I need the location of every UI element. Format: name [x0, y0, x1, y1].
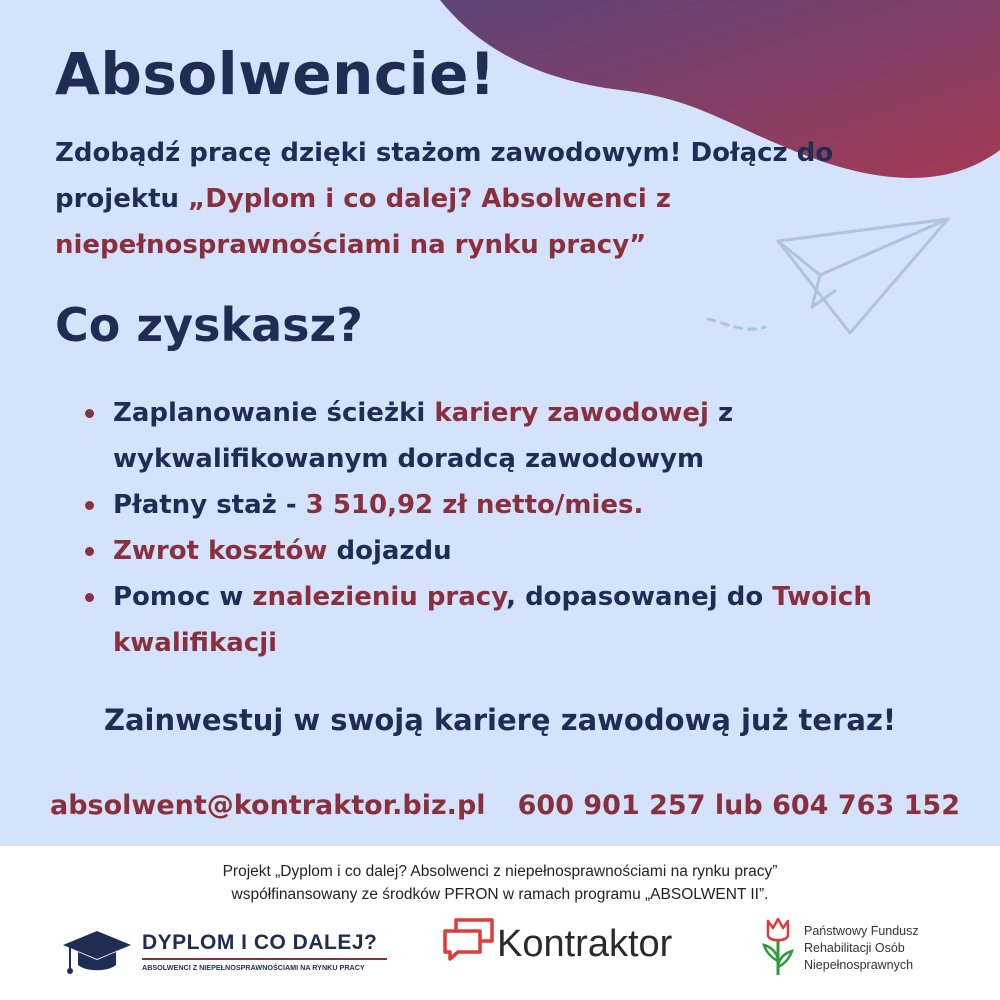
- pfron-line: Rehabilitacji Osób: [804, 941, 905, 955]
- funding-note: [0, 860, 1000, 906]
- benefit-highlight: kariery zawodowej: [434, 398, 709, 428]
- dyplom-logo-subtitle: ABSOLWENCI Z NIEPEŁNOSPRAWNOŚCIAMI NA RYNKU PRACY: [142, 963, 365, 972]
- intro-text: [55, 130, 875, 268]
- benefit-text: , dopasowanej do: [506, 582, 773, 612]
- dyplom-logo-title: DYPLOM I CO DALEJ?: [142, 931, 378, 954]
- dyplom-logo: [62, 925, 392, 985]
- kontraktor-logo: [442, 915, 692, 975]
- benefit-text: z wykwalifikowanym doradcą zawodowym: [113, 398, 734, 474]
- bullet-icon: [85, 593, 94, 602]
- contact-phone[interactable]: 600 901 257 lub 604 763 152: [517, 790, 960, 821]
- intro-plain: Zdobądź pracę dzięki stażom zawodowym! Dołącz do projektu: [55, 138, 834, 214]
- call-to-action: Zainwestuj w swoją karierę zawodową już teraz!: [103, 703, 897, 737]
- benefit-text: Płatny staż -: [113, 490, 306, 520]
- list-item: [85, 482, 925, 528]
- graduation-cap-icon: [62, 925, 132, 981]
- list-item: [85, 574, 925, 666]
- funding-note-line: Projekt „Dyplom i co dalej? Absolwenci z niepełnosprawnościami na rynku pracy”: [222, 863, 778, 880]
- benefits-list: [85, 390, 925, 666]
- benefits-heading: Co zyskasz?: [55, 298, 363, 352]
- benefit-text: Zaplanowanie ścieżki: [113, 398, 435, 428]
- page-title: Absolwencie!: [55, 40, 496, 108]
- list-item: [85, 390, 925, 482]
- speech-bubbles-icon: [442, 917, 496, 963]
- benefit-highlight: 3 510,92 zł netto/mies.: [305, 490, 644, 520]
- pfron-logo-text: [804, 923, 919, 974]
- pfron-line: Niepełnosprawnych: [804, 958, 914, 972]
- bullet-icon: [85, 547, 94, 556]
- benefit-text: dojazdu: [327, 536, 452, 566]
- project-name: „Dyplom i co dalej? Absolwenci z niepełnosprawnościami na rynku pracy”: [55, 184, 671, 260]
- pfron-line: Państwowy Fundusz: [804, 924, 919, 938]
- benefit-highlight: Zwrot kosztów: [113, 536, 328, 566]
- bullet-icon: [85, 501, 94, 510]
- list-item: [85, 528, 925, 574]
- benefit-text: Pomoc w: [113, 582, 253, 612]
- benefit-highlight: Twoich kwalifikacji: [113, 582, 872, 658]
- pfron-logo: [760, 915, 960, 985]
- bullet-icon: [85, 409, 94, 418]
- kontraktor-logo-text: Kontraktor: [497, 923, 673, 965]
- benefit-highlight: znalezieniu pracy: [252, 582, 507, 612]
- funding-note-line: współfinansowany ze środków PFRON w ramach programu „ABSOLWENT II”.: [231, 886, 769, 903]
- logo-divider: [142, 958, 387, 960]
- contact-email-link[interactable]: absolwent@kontraktor.biz.pl: [50, 790, 486, 821]
- tulip-icon: [760, 915, 796, 977]
